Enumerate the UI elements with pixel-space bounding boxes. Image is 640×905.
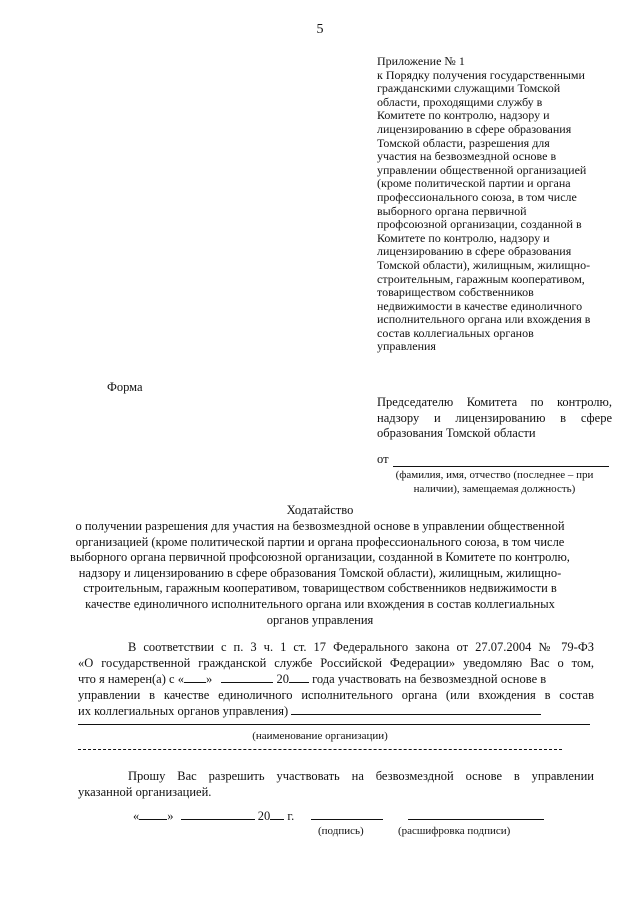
- date-close-quote: »: [167, 809, 174, 823]
- organization-name-line[interactable]: [78, 724, 590, 725]
- sign-day-blank[interactable]: [139, 808, 167, 820]
- date-suffix-text: года участвовать на безвозмездной основе в: [312, 672, 547, 687]
- date-prefix: что я намерен(а) с «: [78, 672, 184, 687]
- organization-blank[interactable]: [291, 703, 541, 715]
- appendix-line: Комитете по контролю, надзору и: [377, 230, 550, 245]
- petition-line: строительным, гаражным кооперативом, товариществом собственников недвижимости в: [83, 581, 557, 596]
- form-label: Форма: [107, 380, 143, 394]
- paragraph-line: [78, 703, 594, 720]
- appendix-line: недвижимости в качестве единоличного: [377, 298, 583, 313]
- signature-decoding-caption: (расшифровка подписи): [398, 825, 511, 837]
- appendix-line: профсоюзной организации, созданной в: [377, 217, 582, 232]
- from-label: от: [377, 452, 389, 466]
- appendix-line: лицензированию в сфере образования: [377, 121, 572, 136]
- signature-decoding-blank[interactable]: [408, 808, 544, 820]
- day-blank[interactable]: [184, 671, 206, 683]
- appendix-line: (кроме политической партии и органа: [377, 176, 571, 191]
- year-blank[interactable]: [289, 671, 309, 683]
- from-caption: (фамилия, имя, отчество (последнее – при наличии), замещаемая должность): [395, 469, 594, 495]
- paragraph-line: управлении в качестве единоличного исполнительного органа (или вхождения в состав: [78, 687, 594, 702]
- appendix-line: исполнительного органа или вхождения в: [377, 312, 591, 327]
- paragraph-line: [78, 671, 594, 688]
- appendix-line: товариществом собственников: [377, 285, 534, 300]
- petition-line: органов управления: [266, 612, 374, 627]
- appendix-line: Комитете по контролю, надзору и: [377, 108, 550, 123]
- appendix-line: Томской области), жилищным, жилищно-: [377, 257, 591, 272]
- appendix-line: лицензированию в сфере образования: [377, 244, 572, 259]
- request-paragraph: [78, 768, 594, 800]
- notification-paragraph: [78, 640, 594, 720]
- organization-caption: (наименование организации): [252, 730, 388, 742]
- petition-line: качестве единоличного исполнительного органа или вхождения в состав коллегиальных: [85, 596, 555, 611]
- date-close-quote: »: [205, 672, 213, 687]
- paragraph-line: «О государственной гражданской службе Российской Федерации» уведомляю Вас о том,: [78, 655, 594, 670]
- addressee-block: [377, 395, 612, 442]
- month-blank[interactable]: [221, 671, 273, 683]
- appendix-line: состав коллегиальных органов: [377, 325, 534, 340]
- appendix-line: Приложение № 1: [377, 54, 465, 68]
- addressee-line: образования Томской области: [377, 426, 536, 440]
- appendix-block: [377, 55, 617, 354]
- signature-row: [133, 808, 544, 824]
- sign-year-prefix: 20: [257, 809, 271, 823]
- request-line: Прошу Вас разрешить участвовать на безвозмездной основе в управлении: [128, 769, 594, 783]
- appendix-line: к Порядку получения государственными: [377, 67, 585, 82]
- appendix-line: управления: [377, 339, 436, 354]
- paragraph-line: В соответствии с п. 3 ч. 1 ст. 17 Федерального закона от 27.07.2004 № 79-ФЗ: [128, 640, 594, 654]
- addressee-line: Председателю Комитета по контролю,: [377, 395, 612, 409]
- from-field[interactable]: [377, 452, 609, 467]
- appendix-line: гражданскими служащими Томской: [377, 81, 561, 96]
- sign-year-suffix: г.: [287, 809, 295, 823]
- sign-year-blank[interactable]: [270, 808, 284, 820]
- appendix-line: участия на безвозмездной основе в: [377, 149, 557, 164]
- petition-line: надзору и лицензированию в сфере образования Томской области), жилищным, жилищно-: [78, 565, 562, 580]
- appendix-line: управлении общественной организацией: [377, 162, 587, 177]
- appendix-line: профессионального союза, в том числе: [377, 189, 577, 204]
- date-open-quote: «: [133, 809, 140, 823]
- appendix-line: выборного органа первичной: [377, 203, 527, 218]
- request-line: указанной организацией.: [78, 785, 212, 799]
- appendix-line: области, проходящими службу в: [377, 94, 543, 109]
- sign-month-blank[interactable]: [181, 808, 255, 820]
- petition-line: выборного органа первичной профсоюзной организации, созданной в Комитете по контролю,: [70, 550, 570, 565]
- page-number: 5: [316, 22, 324, 37]
- signature-blank[interactable]: [311, 808, 383, 820]
- dashed-line: [78, 749, 562, 750]
- appendix-line: строительным, гаражным кооперативом,: [377, 271, 585, 286]
- paragraph-text: их коллегиальных органов управления): [78, 704, 289, 719]
- petition-title: Ходатайство: [286, 503, 354, 517]
- petition-body: [40, 519, 600, 628]
- year-prefix: 20: [276, 672, 289, 687]
- petition-line: о получении разрешения для участия на безвозмездной основе в управлении общественной: [75, 519, 565, 533]
- from-blank[interactable]: [393, 454, 609, 467]
- addressee-line: надзору и лицензированию в сфере: [377, 410, 612, 425]
- appendix-line: Томской области, разрешения для: [377, 135, 550, 150]
- signature-caption: (подпись): [318, 825, 364, 837]
- petition-line: организацией (кроме политической партии и органа профессионального союза, в том числе: [75, 534, 565, 549]
